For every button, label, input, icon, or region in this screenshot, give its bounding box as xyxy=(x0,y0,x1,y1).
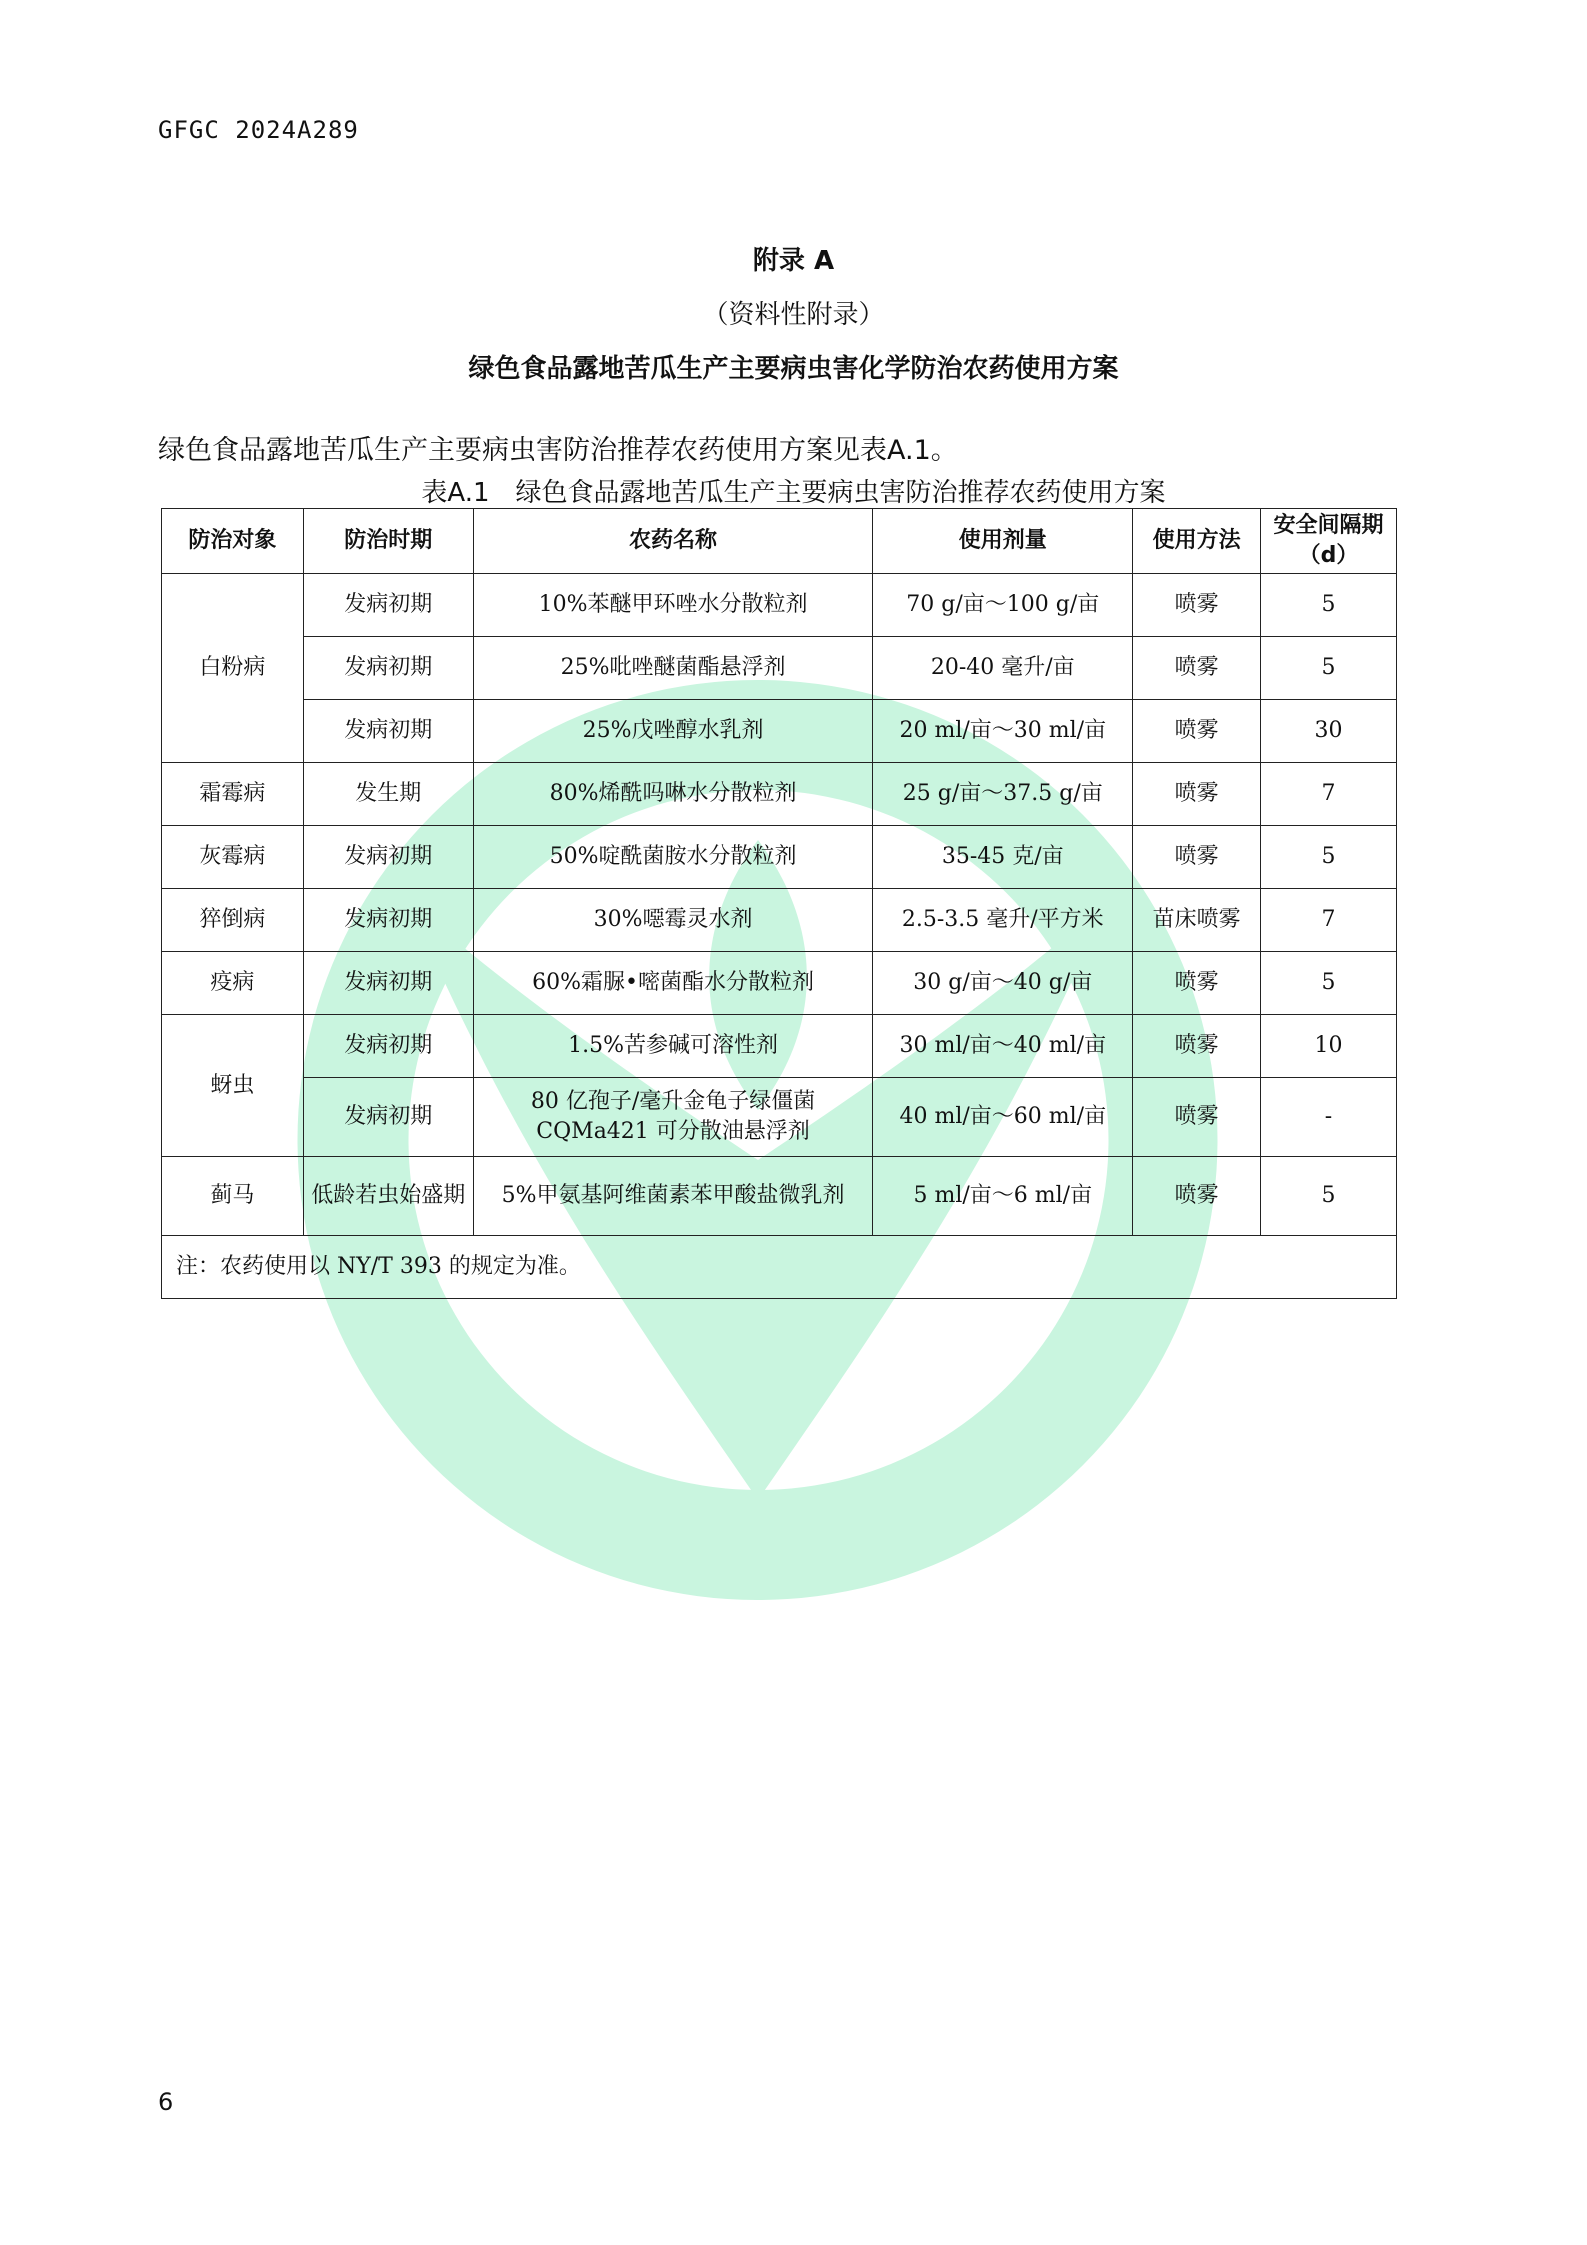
document-code: GFGC 2024A289 xyxy=(158,116,359,144)
interval-cell: 5 xyxy=(1261,574,1397,637)
period-cell: 发病初期 xyxy=(303,952,473,1015)
period-cell: 发生期 xyxy=(303,763,473,826)
table-note-row xyxy=(162,1236,1397,1299)
method-cell: 喷雾 xyxy=(1133,700,1261,763)
pesticide-cell: 80%烯酰吗啉水分散粒剂 xyxy=(473,763,873,826)
table-row xyxy=(162,889,1397,952)
period-cell: 发病初期 xyxy=(303,889,473,952)
dosage-cell: 20-40 毫升/亩 xyxy=(873,637,1133,700)
period-cell: 发病初期 xyxy=(303,574,473,637)
header-dosage: 使用剂量 xyxy=(873,509,1133,574)
pesticide-cell: 5%甲氨基阿维菌素苯甲酸盐微乳剂 xyxy=(473,1157,873,1236)
dosage-cell: 25 g/亩～37.5 g/亩 xyxy=(873,763,1133,826)
page-number: 6 xyxy=(158,2088,174,2116)
method-cell: 苗床喷雾 xyxy=(1133,889,1261,952)
appendix-type: （资料性附录） xyxy=(702,300,885,330)
interval-cell: 5 xyxy=(1261,1157,1397,1236)
dosage-cell: 70 g/亩～100 g/亩 xyxy=(873,574,1133,637)
period-cell: 发病初期 xyxy=(303,1078,473,1157)
pesticide-cell: 50%啶酰菌胺水分散粒剂 xyxy=(473,826,873,889)
target-cell: 蚜虫 xyxy=(162,1015,304,1157)
header-interval: 安全间隔期（d） xyxy=(1261,509,1397,574)
header-period: 防治时期 xyxy=(303,509,473,574)
target-cell: 猝倒病 xyxy=(162,889,304,952)
dosage-cell: 30 ml/亩～40 ml/亩 xyxy=(873,1015,1133,1078)
interval-cell: 5 xyxy=(1261,826,1397,889)
target-cell: 疫病 xyxy=(162,952,304,1015)
target-cell: 灰霉病 xyxy=(162,826,304,889)
target-cell: 蓟马 xyxy=(162,1157,304,1236)
intro-text: 绿色食品露地苦瓜生产主要病虫害防治推荐农药使用方案见表A.1。 xyxy=(158,435,958,466)
method-cell: 喷雾 xyxy=(1133,763,1261,826)
method-cell: 喷雾 xyxy=(1133,1078,1261,1157)
pesticide-table xyxy=(161,508,1397,1299)
dosage-cell: 30 g/亩～40 g/亩 xyxy=(873,952,1133,1015)
table-row xyxy=(162,952,1397,1015)
interval-cell: 30 xyxy=(1261,700,1397,763)
table-row xyxy=(162,1157,1397,1236)
method-cell: 喷雾 xyxy=(1133,1015,1261,1078)
dosage-cell: 35-45 克/亩 xyxy=(873,826,1133,889)
table-header-row xyxy=(162,509,1397,574)
interval-cell: 7 xyxy=(1261,889,1397,952)
table-row xyxy=(162,763,1397,826)
method-cell: 喷雾 xyxy=(1133,1157,1261,1236)
interval-cell: 7 xyxy=(1261,763,1397,826)
method-cell: 喷雾 xyxy=(1133,826,1261,889)
table-row xyxy=(162,637,1397,700)
period-cell: 低龄若虫始盛期 xyxy=(303,1157,473,1236)
dosage-cell: 2.5-3.5 毫升/平方米 xyxy=(873,889,1133,952)
table-row xyxy=(162,700,1397,763)
method-cell: 喷雾 xyxy=(1133,637,1261,700)
table-note: 注：农药使用以 NY/T 393 的规定为准。 xyxy=(162,1236,1397,1299)
method-cell: 喷雾 xyxy=(1133,574,1261,637)
table-row xyxy=(162,1015,1397,1078)
appendix-title: 附录 A xyxy=(752,246,835,276)
table-row xyxy=(162,1078,1397,1157)
pesticide-cell: 80 亿孢子/毫升金龟子绿僵菌 CQMa421 可分散油悬浮剂 xyxy=(473,1078,873,1157)
table-caption: 表A.1 绿色食品露地苦瓜生产主要病虫害防治推荐农药使用方案 xyxy=(421,478,1166,508)
table-row xyxy=(162,574,1397,637)
interval-cell: - xyxy=(1261,1078,1397,1157)
appendix-heading: 绿色食品露地苦瓜生产主要病虫害化学防治农药使用方案 xyxy=(468,354,1119,384)
pesticide-cell: 60%霜脲•嘧菌酯水分散粒剂 xyxy=(473,952,873,1015)
target-cell: 霜霉病 xyxy=(162,763,304,826)
period-cell: 发病初期 xyxy=(303,637,473,700)
pesticide-cell: 30%噁霉灵水剂 xyxy=(473,889,873,952)
table-row xyxy=(162,826,1397,889)
pesticide-cell: 10%苯醚甲环唑水分散粒剂 xyxy=(473,574,873,637)
dosage-cell: 5 ml/亩～6 ml/亩 xyxy=(873,1157,1133,1236)
period-cell: 发病初期 xyxy=(303,700,473,763)
header-method: 使用方法 xyxy=(1133,509,1261,574)
pesticide-cell: 1.5%苦参碱可溶性剂 xyxy=(473,1015,873,1078)
dosage-cell: 20 ml/亩～30 ml/亩 xyxy=(873,700,1133,763)
interval-cell: 5 xyxy=(1261,637,1397,700)
interval-cell: 5 xyxy=(1261,952,1397,1015)
header-pesticide: 农药名称 xyxy=(473,509,873,574)
interval-cell: 10 xyxy=(1261,1015,1397,1078)
header-target: 防治对象 xyxy=(162,509,304,574)
method-cell: 喷雾 xyxy=(1133,952,1261,1015)
dosage-cell: 40 ml/亩～60 ml/亩 xyxy=(873,1078,1133,1157)
period-cell: 发病初期 xyxy=(303,1015,473,1078)
period-cell: 发病初期 xyxy=(303,826,473,889)
target-cell: 白粉病 xyxy=(162,574,304,763)
pesticide-cell: 25%戊唑醇水乳剂 xyxy=(473,700,873,763)
pesticide-cell: 25%吡唑醚菌酯悬浮剂 xyxy=(473,637,873,700)
